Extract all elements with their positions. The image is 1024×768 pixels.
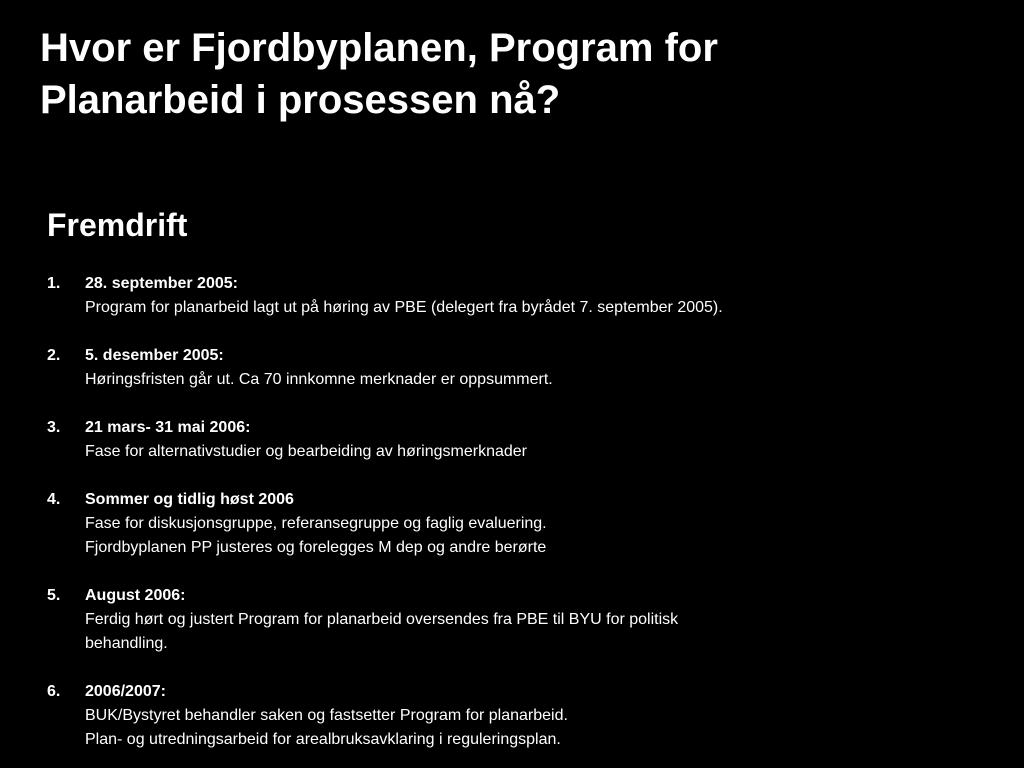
- milestone-description: Fase for diskusjonsgruppe, referansegruppe og faglig evaluering.: [85, 515, 547, 532]
- milestone-5: [47, 584, 1007, 656]
- milestone-3: [47, 416, 1007, 464]
- milestone-number: 5.: [47, 587, 61, 604]
- milestone-description: Fjordbyplanen PP justeres og forelegges M dep og andre berørte: [85, 539, 547, 556]
- milestone-number: 3.: [47, 419, 61, 436]
- milestone-description: Program for planarbeid lagt ut på høring av PBE (delegert fra byrådet 7. september 2005).: [85, 299, 723, 316]
- milestone-2: [47, 344, 1007, 392]
- milestone-number: 6.: [47, 683, 61, 700]
- milestone-description: Plan- og utredningsarbeid for arealbruksavklaring i reguleringsplan.: [85, 731, 561, 748]
- milestone-description: behandling.: [85, 635, 168, 652]
- milestone-date: August 2006:: [85, 587, 186, 604]
- milestone-description: Ferdig hørt og justert Program for planarbeid oversendes fra PBE til BYU for politisk: [85, 611, 679, 628]
- milestone-description: Fase for alternativstudier og bearbeiding av høringsmerknader: [85, 443, 528, 460]
- milestone-number: 2.: [47, 347, 61, 364]
- slide-title-line-1: Hvor er Fjordbyplanen, Program for: [40, 26, 718, 70]
- milestone-number: 1.: [47, 275, 61, 292]
- milestone-date: 21 mars- 31 mai 2006:: [85, 419, 251, 436]
- milestone-date: Sommer og tidlig høst 2006: [85, 491, 294, 508]
- section-heading: Fremdrift: [47, 207, 188, 243]
- slide-title-line-2: Planarbeid i prosessen nå?: [40, 78, 561, 122]
- milestone-1: [47, 272, 1007, 320]
- milestone-date: 5. desember 2005:: [85, 347, 224, 364]
- milestone-number: 4.: [47, 491, 61, 508]
- milestone-4: [47, 488, 1007, 560]
- milestone-date: 2006/2007:: [85, 683, 166, 700]
- milestone-date: 28. september 2005:: [85, 275, 238, 292]
- milestone-6: [47, 680, 1007, 752]
- slide-title: [40, 22, 1000, 126]
- milestone-description: BUK/Bystyret behandler saken og fastsetter Program for planarbeid.: [85, 707, 568, 724]
- milestone-description: Høringsfristen går ut. Ca 70 innkomne merknader er oppsummert.: [85, 371, 553, 388]
- milestone-list: [47, 272, 1007, 768]
